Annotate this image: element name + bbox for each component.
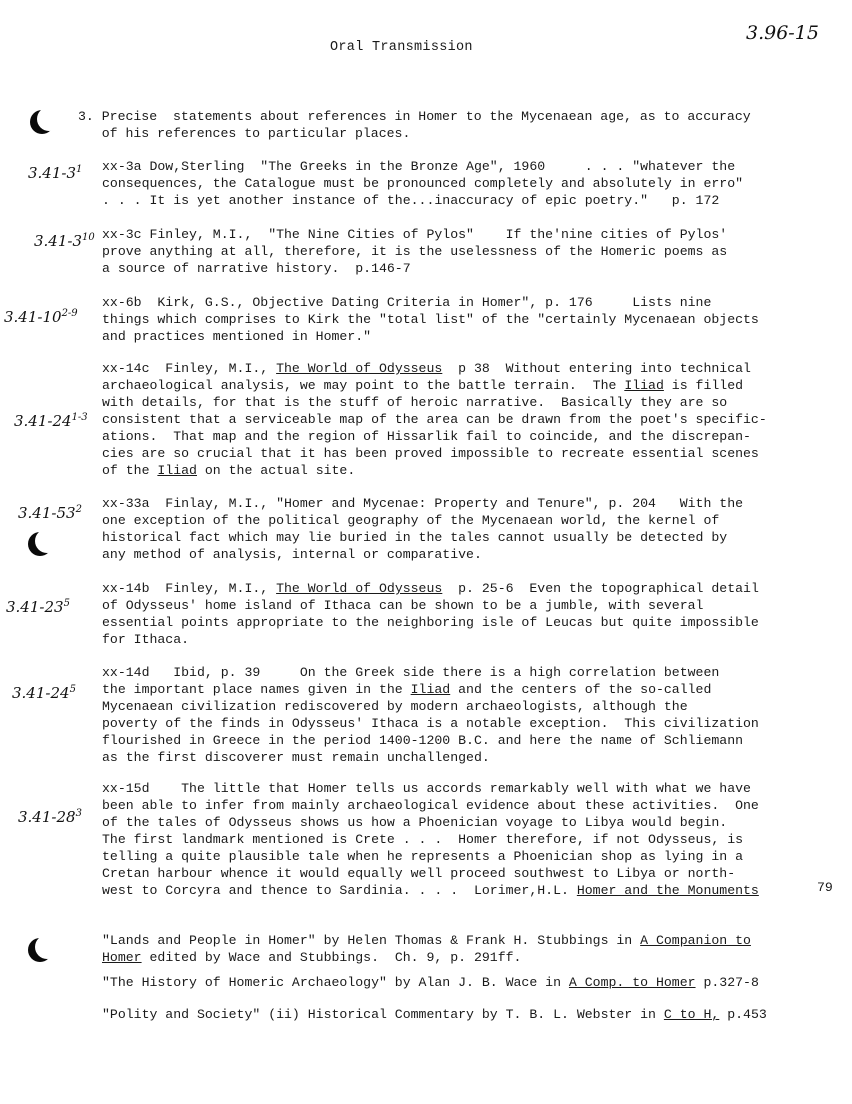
text-segment: xx-3c Finley, M.I., "The Nine Cities of Pylos" If the'nine cities of Pylos': [102, 227, 728, 242]
punch-hole-icon: [28, 938, 52, 962]
bibliography-item: [102, 932, 822, 966]
page-reference: 79: [817, 880, 833, 895]
text-line: [102, 749, 822, 766]
text-segment: xx-14d Ibid, p. 39 On the Greek side there is a high correlation between: [102, 665, 720, 680]
text-segment: "The History of Homeric Archaeology" by Alan J. B. Wace in: [102, 975, 569, 990]
text-line: [102, 394, 822, 411]
text-segment: xx-3a Dow,Sterling "The Greeks in the Bronze Age", 1960 . . . "whatever the: [102, 159, 736, 174]
text-segment: consistent that a serviceable map of the area can be drawn from the poet's specific-: [102, 412, 767, 427]
page-title: Oral Transmission: [330, 40, 473, 55]
underlined-title: A Companion to: [640, 933, 751, 948]
text-line: [102, 614, 822, 631]
underlined-title: C to H,: [663, 1007, 720, 1022]
text-line: [102, 546, 822, 563]
text-segment: p.327-8: [695, 975, 759, 990]
text-segment: p.453: [719, 1007, 767, 1022]
text-line: [102, 512, 822, 529]
text-line: [102, 1006, 822, 1023]
entry-xx-14d: [102, 664, 822, 766]
margin-note: $3.41-28^3$: [18, 808, 82, 826]
text-line: [102, 360, 822, 377]
text-line: [102, 445, 822, 462]
text-segment: and the centers of the so-called: [450, 682, 712, 697]
text-line: [102, 848, 822, 865]
text-line: [102, 226, 822, 243]
text-line: [102, 294, 822, 311]
text-segment: of the tales of Odysseus shows us how a Phoenician voyage to Libya would begin.: [102, 815, 728, 830]
text-line: [102, 158, 822, 175]
text-segment: p. 25-6 Even the topographical detail: [442, 581, 759, 596]
bibliography-item: [102, 1006, 822, 1023]
text-line: of his references to particular places.: [78, 126, 411, 141]
text-segment: been able to infer from mainly archaeological evidence about these activities. One: [102, 798, 759, 813]
text-segment: any method of analysis, internal or comparative.: [102, 547, 482, 562]
entry-xx-6b: [102, 294, 822, 345]
page-number: 3.96-15: [746, 22, 819, 44]
underlined-title: Homer: [102, 950, 142, 965]
text-segment: of Odysseus' home island of Ithaca can be shown to be a jumble, with several: [102, 598, 704, 613]
entry-xx-15d: [102, 780, 822, 899]
text-segment: is filled: [663, 378, 744, 393]
text-segment: with details, for that is the stuff of heroic narrative. Basically they are so: [102, 395, 728, 410]
text-segment: one exception of the political geography of the Mycenaean world, the kernel of: [102, 513, 720, 528]
text-segment: telling a quite plausible tale when he represents a Phoenician shop as lying in a: [102, 849, 744, 864]
margin-note: 3.41-24$^{1-3}$: [14, 412, 88, 430]
text-segment: historical fact which may lie buried in the tales cannot usually be detected by: [102, 530, 728, 545]
margin-note: $3.41-53^2$: [18, 504, 82, 522]
text-segment: Mycenaean civilization rediscovered by modern archaeologists, although the: [102, 699, 688, 714]
text-line: [102, 328, 822, 345]
text-segment: and practices mentioned in Homer.": [102, 329, 372, 344]
text-segment: archaeological analysis, we may point to the battle terrain. The: [102, 378, 625, 393]
text-line: [102, 831, 822, 848]
text-line: [102, 411, 822, 428]
text-line: [102, 260, 822, 277]
margin-note: $3.41-24^5$: [12, 684, 76, 702]
underlined-title: Iliad: [157, 463, 197, 478]
text-line: [102, 865, 822, 882]
text-line: [102, 664, 822, 681]
entry-xx-33a: [102, 495, 822, 563]
text-line: [102, 529, 822, 546]
text-line: 3. Precise statements about references in Homer to the Mycenaean age, as to accuracy: [78, 109, 751, 124]
underlined-title: The World of Odysseus: [276, 361, 443, 376]
text-segment: for Ithaca.: [102, 632, 190, 647]
text-line: [102, 882, 822, 899]
text-segment: The first landmark mentioned is Crete . . . Homer therefore, if not Odysseus, is: [102, 832, 744, 847]
text-segment: . . . It is yet another instance of the...inaccuracy of epic poetry." p. 172: [102, 193, 720, 208]
text-segment: on the actual site.: [196, 463, 356, 478]
text-line: [102, 377, 822, 394]
text-line: [102, 949, 822, 966]
text-segment: xx-15d The little that Homer tells us accords remarkably well with what we have: [102, 781, 751, 796]
entry-xx-3c: [102, 226, 822, 277]
text-segment: as the first discoverer must remain unchallenged.: [102, 750, 490, 765]
underlined-title: The World of Odysseus: [276, 581, 443, 596]
text-line: [102, 715, 822, 732]
underlined-title: Iliad: [410, 682, 451, 697]
text-line: [102, 797, 822, 814]
text-segment: west to Corcyra and thence to Sardinia. . . . Lorimer,H.L.: [102, 883, 577, 898]
text-segment: flourished in Greece in the period 1400-1200 B.C. and here the name of Schliemann: [102, 733, 744, 748]
text-segment: the important place names given in the: [102, 682, 411, 697]
underlined-title: Homer and the Monuments: [576, 883, 759, 898]
text-line: [102, 311, 822, 328]
text-segment: xx-6b Kirk, G.S., Objective Dating Criteria in Homer", p. 176 Lists nine: [102, 295, 712, 310]
underlined-title: Iliad: [624, 378, 664, 393]
margin-note: $3.41-3^{10}$: [34, 232, 95, 250]
text-line: [102, 974, 822, 991]
margin-note: $3.41-23^5$: [6, 598, 70, 616]
text-segment: Cretan harbour whence it would equally well proceed southwest to Libya or north-: [102, 866, 736, 881]
text-line: [102, 814, 822, 831]
text-segment: xx-14c Finley, M.I.,: [102, 361, 277, 376]
text-line: [102, 175, 822, 192]
text-line: [102, 732, 822, 749]
text-segment: of the: [102, 463, 158, 478]
text-segment: ations. That map and the region of Hissarlik fail to coincide, and the discrepan-: [102, 429, 751, 444]
text-line: [102, 932, 822, 949]
text-segment: xx-14b Finley, M.I.,: [102, 581, 277, 596]
text-segment: xx-33a Finlay, M.I., "Homer and Mycenae: Property and Tenure", p. 204 With the: [102, 496, 744, 511]
text-segment: "Lands and People in Homer" by Helen Thomas & Frank H. Stubbings in: [102, 933, 641, 948]
entry-xx-3a: [102, 158, 822, 209]
text-line: [102, 462, 822, 479]
text-line: [102, 780, 822, 797]
text-line: [102, 631, 822, 648]
text-line: [102, 243, 822, 260]
punch-hole-icon: [28, 532, 52, 556]
text-segment: prove anything at all, therefore, it is the uselessness of the Homeric poems as: [102, 244, 728, 259]
item-3-heading: [78, 108, 798, 142]
text-line: [102, 597, 822, 614]
text-line: [102, 698, 822, 715]
entry-xx-14c: [102, 360, 822, 479]
punch-hole-icon: [30, 110, 54, 134]
text-line: [102, 681, 822, 698]
text-line: [102, 192, 822, 209]
text-segment: "Polity and Society" (ii) Historical Commentary by T. B. L. Webster in: [102, 1007, 664, 1022]
text-segment: poverty of the finds in Odysseus' Ithaca is a notable exception. This civilization: [102, 716, 759, 731]
text-segment: p 38 Without entering into technical: [442, 361, 751, 376]
underlined-title: A Comp. to Homer: [568, 975, 696, 990]
text-segment: a source of narrative history. p.146-7: [102, 261, 411, 276]
text-line: [102, 580, 822, 597]
margin-note: $3.41-3^1$: [28, 164, 83, 182]
text-line: [102, 495, 822, 512]
text-line: [102, 428, 822, 445]
bibliography-item: [102, 974, 822, 991]
entry-xx-14b: [102, 580, 822, 648]
margin-note: 3.41-10$^{2-9}$: [4, 308, 78, 326]
text-segment: essential points appropriate to the neighboring isle of Leucas but quite impossible: [102, 615, 759, 630]
text-segment: edited by Wace and Stubbings. Ch. 9, p. 291ff.: [141, 950, 522, 965]
text-segment: consequences, the Catalogue must be pronounced completely and absolutely in erro": [102, 176, 744, 191]
text-segment: things which comprises to Kirk the "total list" of the "certainly Mycenaean objects: [102, 312, 759, 327]
text-segment: cies are so crucial that it has been proved impossible to recreate essential scenes: [102, 446, 759, 461]
